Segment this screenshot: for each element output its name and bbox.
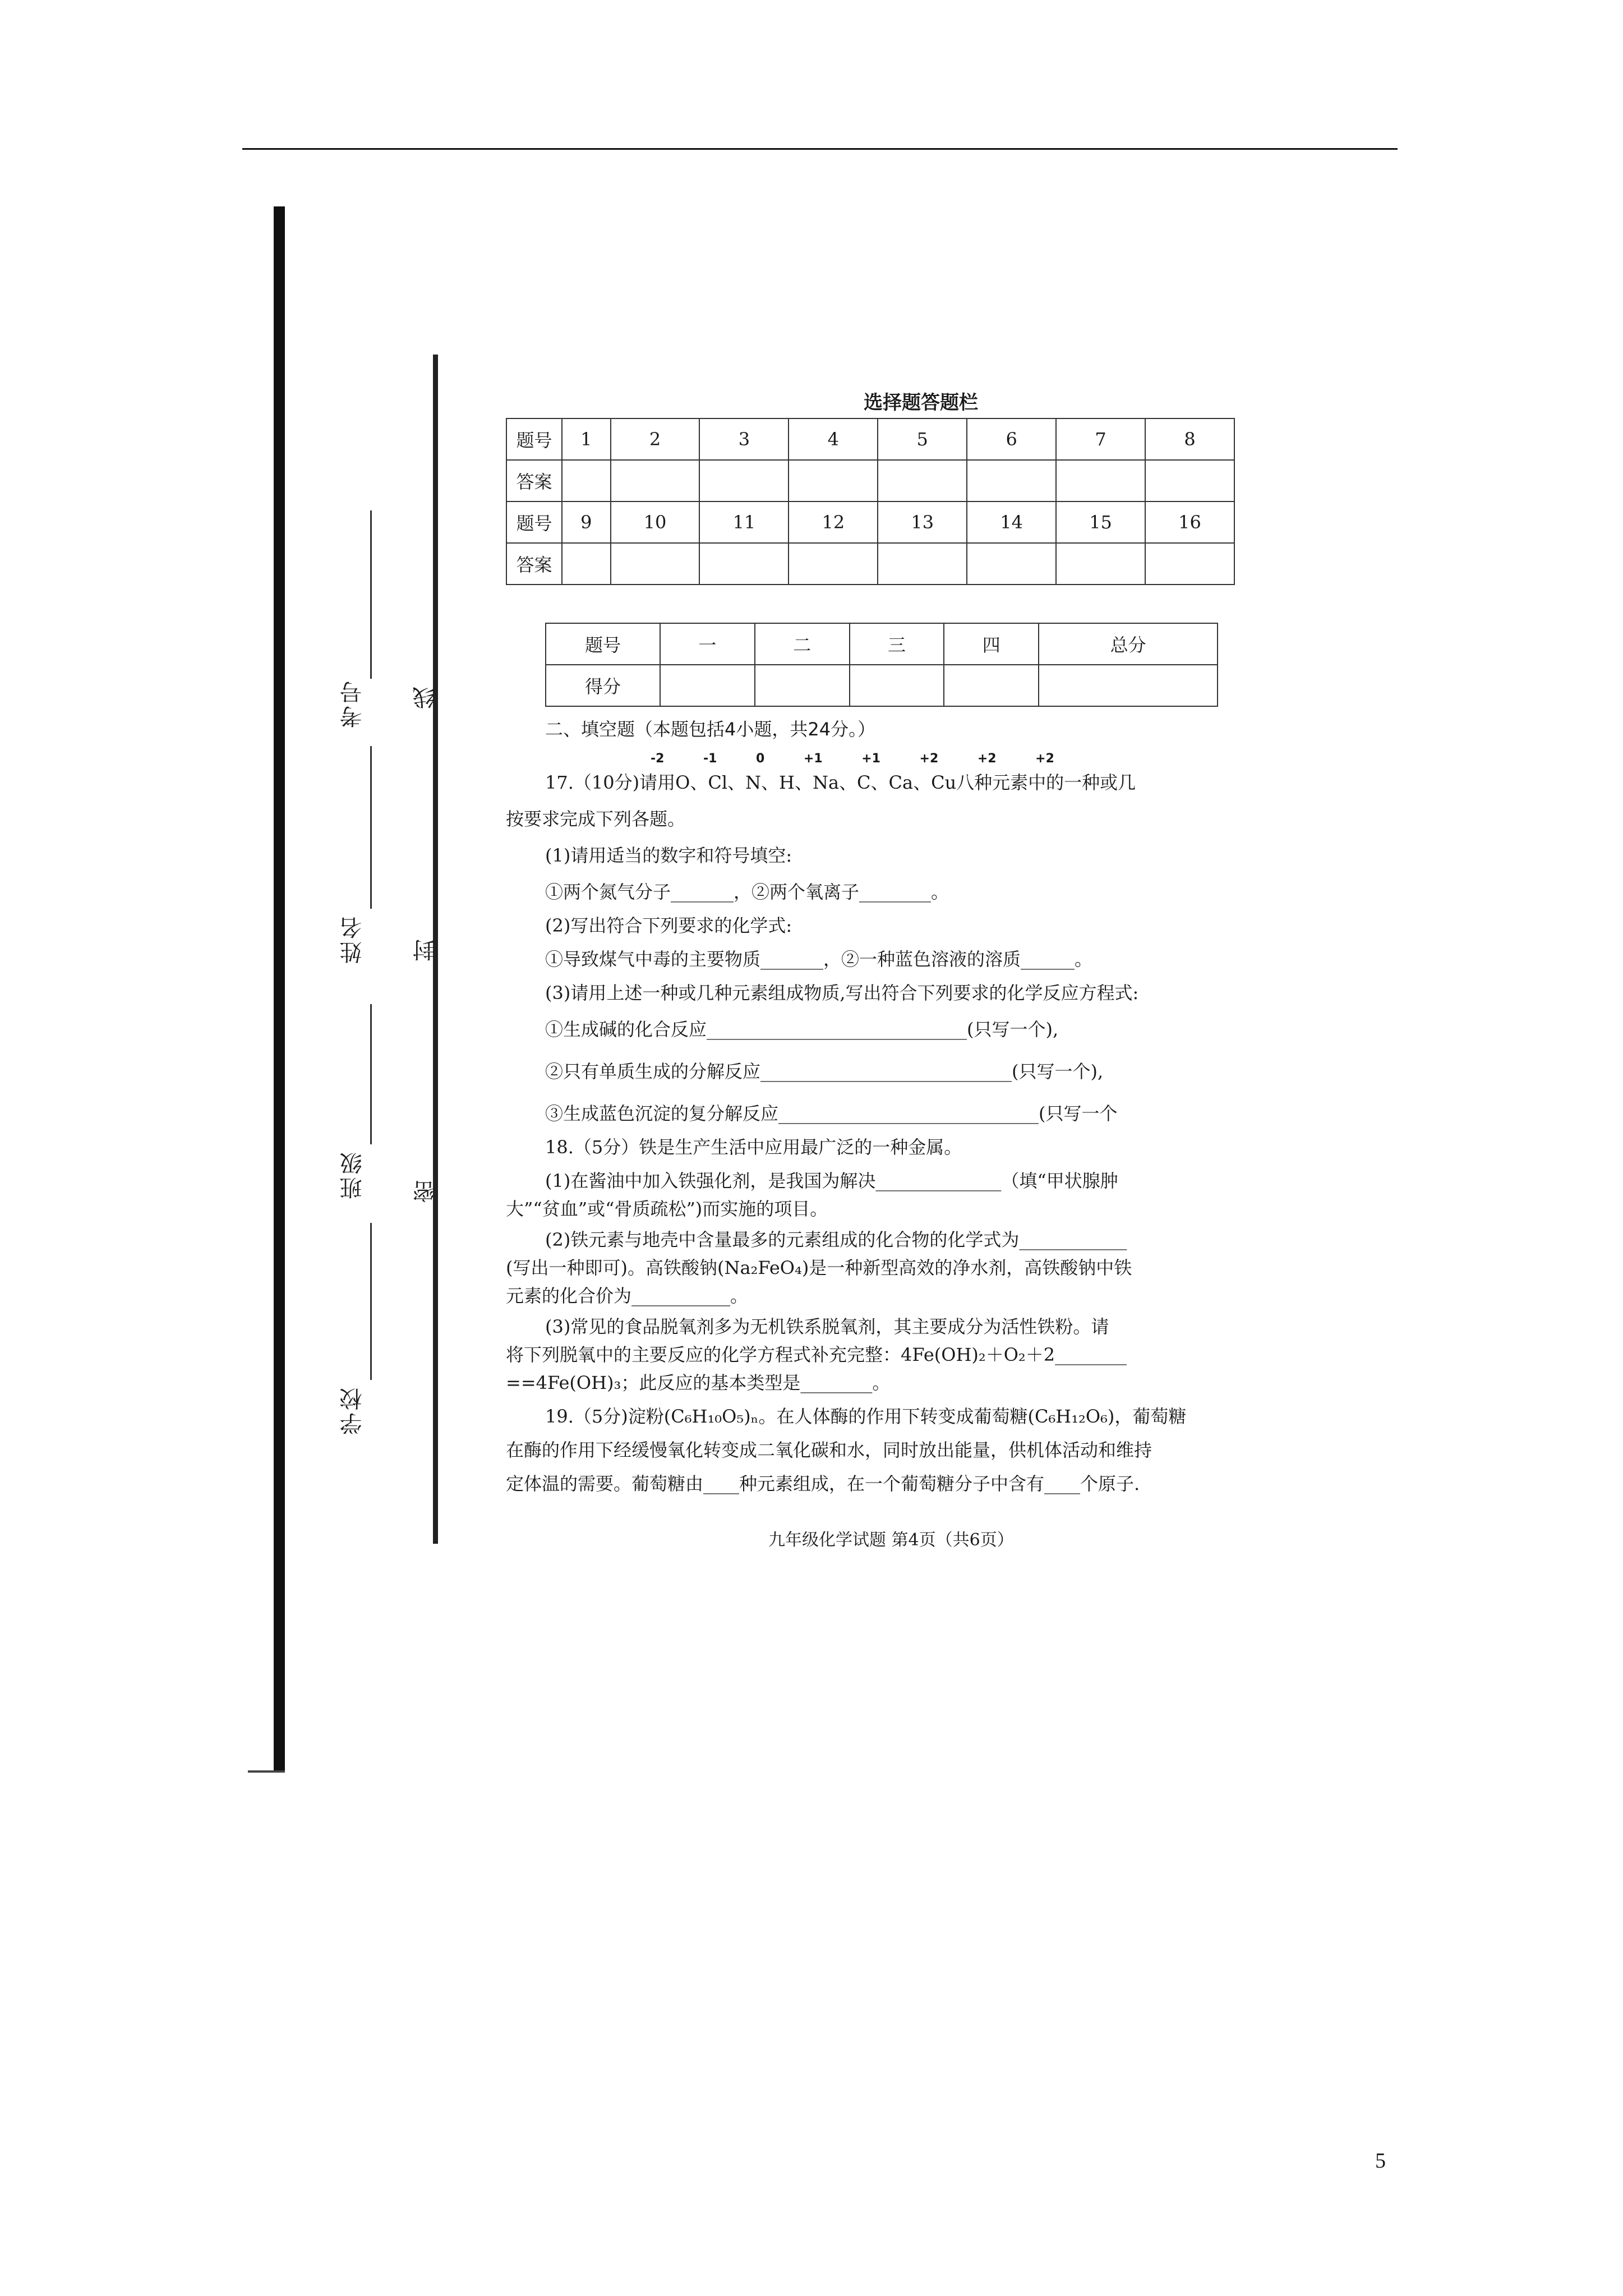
table-row — [546, 623, 1218, 665]
score-cell[interactable] — [660, 665, 755, 706]
answer-cell[interactable] — [562, 460, 611, 501]
table-cell: 题号 — [546, 623, 660, 665]
answer-cell[interactable] — [967, 543, 1056, 585]
seal-secret-char: 密 — [413, 1178, 439, 1203]
table-cell: 四 — [944, 623, 1039, 665]
table-row — [506, 460, 1234, 501]
table-cell: 一 — [660, 623, 755, 665]
q18-p3a: (3)常见的食品脱氧剂多为无机铁系脱氧剂，其主要成分为活性铁粉。请 — [545, 1316, 1109, 1337]
q17-p3b: ②只有单质生成的分解反应____________________________(只写一个), — [545, 1061, 1104, 1082]
table-cell: 13 — [878, 501, 967, 543]
answer-cell[interactable] — [878, 460, 967, 501]
table-cell: 题号 — [506, 418, 562, 460]
q17-p2a: ①导致煤气中毒的主要物质_______，②一种蓝色溶液的溶质______。 — [545, 949, 1093, 970]
valence-label: +2 — [1035, 752, 1054, 766]
class-blank — [370, 1004, 372, 1144]
answer-cell[interactable] — [789, 460, 878, 501]
name-label: 姓名 — [340, 914, 366, 964]
valence-label: +1 — [861, 752, 880, 766]
table-row — [506, 543, 1234, 585]
table-cell: 3 — [699, 418, 789, 460]
table-cell: 2 — [611, 418, 700, 460]
q19-line1: 19.（5分)淀粉(C₆H₁₀O₅)ₙ。在人体酶的作用下转变成葡萄糖(C₆H₁₂O₆)，葡萄糖 — [545, 1406, 1187, 1427]
table-row — [506, 418, 1234, 460]
table-cell: 4 — [789, 418, 878, 460]
table-cell: 14 — [967, 501, 1056, 543]
class-label: 班级 — [340, 1150, 366, 1199]
answer-cell[interactable] — [1056, 543, 1145, 585]
q17-line2: 按要求完成下列各题。 — [506, 808, 686, 830]
q17-p1a: ①两个氮气分子_______，②两个氧离子________。 — [545, 881, 949, 903]
q17-p3: (3)请用上述一种或几种元素组成物质,写出符合下列要求的化学反应方程式: — [545, 982, 1139, 1004]
name-blank — [370, 746, 372, 909]
answer-cell[interactable] — [878, 543, 967, 585]
page-number: 5 — [1375, 2149, 1386, 2173]
q17-p3a: ①生成碱的化合反应_____________________________(只写一个), — [545, 1019, 1059, 1040]
seal-seal-char: 封 — [413, 937, 439, 961]
table-cell: 15 — [1056, 501, 1145, 543]
table-cell: 题号 — [506, 501, 562, 543]
binding-bar-foot — [248, 1770, 285, 1773]
table-cell: 6 — [967, 418, 1056, 460]
page-footer: 九年级化学试题 第4页（共6页） — [768, 1530, 1014, 1550]
table-cell: 9 — [562, 501, 611, 543]
valence-label: -2 — [651, 752, 665, 766]
q18-p2a: (2)铁元素与地壳中含量最多的元素组成的化合物的化学式为____________ — [545, 1229, 1127, 1250]
q18-line1: 18.（5分）铁是生产生活中应用最广泛的一种金属。 — [545, 1137, 962, 1158]
answer-cell[interactable] — [611, 543, 700, 585]
school-blank — [370, 1223, 372, 1380]
q17-p3c: ③生成蓝色沉淀的复分解反应_____________________________(只写一个 — [545, 1103, 1118, 1124]
q18-p1b: 大”“贫血”或“骨质疏松”)而实施的项目。 — [506, 1198, 828, 1220]
q18-p2b: (写出一种即可)。高铁酸钠(Na₂FeO₄)是一种新型高效的净水剂，高铁酸钠中铁 — [506, 1257, 1132, 1278]
q17-p2: (2)写出符合下列要求的化学式: — [545, 915, 792, 936]
answer-cell[interactable] — [699, 543, 789, 585]
table-cell: 答案 — [506, 460, 562, 501]
answer-cell[interactable] — [967, 460, 1056, 501]
answer-cell[interactable] — [1145, 543, 1234, 585]
binding-bar — [274, 206, 285, 1772]
table-cell: 得分 — [546, 665, 660, 706]
q19-line2: 在酶的作用下经缓慢氧化转变成二氧化碳和水，同时放出能量，供机体活动和维持 — [506, 1439, 1152, 1461]
valence-row — [651, 752, 1054, 766]
q18-p3b: 将下列脱氧中的主要反应的化学方程式补充完整：4Fe(OH)₂＋O₂＋2________ — [506, 1344, 1127, 1365]
q18-p3c: ==4Fe(OH)₃；此反应的基本类型是________。 — [506, 1372, 891, 1393]
table-cell: 7 — [1056, 418, 1145, 460]
answer-cell[interactable] — [611, 460, 700, 501]
answer-table-title: 选择题答题栏 — [864, 392, 978, 414]
table-cell: 8 — [1145, 418, 1234, 460]
valence-label: +2 — [977, 752, 997, 766]
seal-line-char: 线 — [413, 684, 439, 709]
table-cell: 二 — [755, 623, 850, 665]
table-cell: 12 — [789, 501, 878, 543]
answer-cell[interactable] — [789, 543, 878, 585]
score-cell[interactable] — [1039, 665, 1218, 706]
table-cell: 1 — [562, 418, 611, 460]
table-row — [506, 501, 1234, 543]
exam-no-label: 考号 — [340, 679, 366, 728]
answer-cell[interactable] — [1145, 460, 1234, 501]
score-cell[interactable] — [944, 665, 1039, 706]
school-label: 学校 — [340, 1386, 366, 1435]
table-cell: 总分 — [1039, 623, 1218, 665]
table-cell: 10 — [611, 501, 700, 543]
q18-p1a: (1)在酱油中加入铁强化剂，是我国为解决______________（填“甲状腺肿 — [545, 1170, 1118, 1191]
valence-label: +2 — [919, 752, 939, 766]
exam-no-blank — [370, 510, 372, 679]
answer-cell[interactable] — [699, 460, 789, 501]
top-rule — [242, 148, 1398, 150]
table-cell: 5 — [878, 418, 967, 460]
answer-table — [506, 418, 1235, 585]
score-cell[interactable] — [755, 665, 850, 706]
q19-line3: 定体温的需要。葡萄糖由____种元素组成，在一个葡萄糖分子中含有____个原子. — [506, 1473, 1140, 1494]
valence-label: -1 — [703, 752, 717, 766]
q17-p1: (1)请用适当的数字和符号填空: — [545, 845, 792, 866]
q18-p2c: 元素的化合价为___________。 — [506, 1285, 749, 1306]
answer-cell[interactable] — [562, 543, 611, 585]
score-table — [545, 623, 1218, 707]
valence-label: 0 — [756, 752, 765, 766]
table-cell: 三 — [850, 623, 944, 665]
table-cell: 11 — [699, 501, 789, 543]
valence-label: +1 — [803, 752, 823, 766]
table-cell: 答案 — [506, 543, 562, 585]
table-row — [546, 665, 1218, 706]
answer-cell[interactable] — [1056, 460, 1145, 501]
table-cell: 16 — [1145, 501, 1234, 543]
section-heading: 二、填空题（本题包括4小题，共24分。） — [545, 719, 876, 740]
q17-line1: 17.（10分)请用O、Cl、N、H、Na、C、Ca、Cu八种元素中的一种或几 — [545, 772, 1136, 793]
score-cell[interactable] — [850, 665, 944, 706]
